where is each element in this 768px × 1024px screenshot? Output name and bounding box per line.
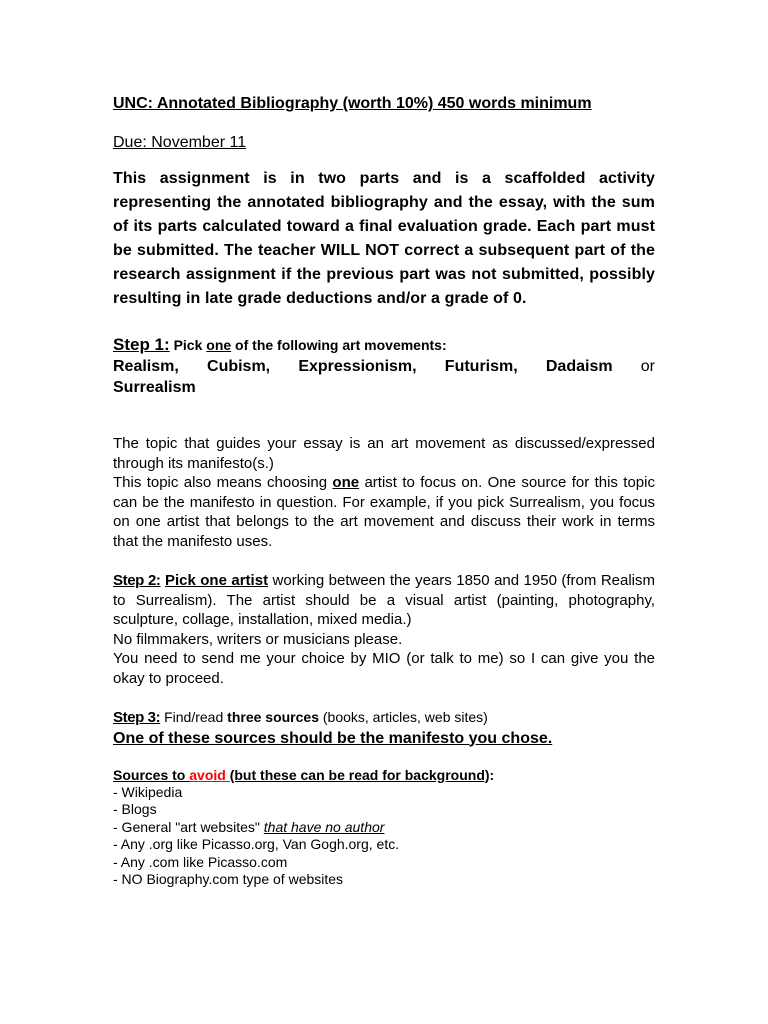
art-movements-list bbox=[113, 356, 655, 377]
intro-paragraph: This assignment is in two parts and is a scaffolded activity representing the annotated bibliography and the essay, with the sum of its parts calculated toward a final evaluation grade. Each part must be submitted. The teacher WILL NOT correct a subsequent part of the research assignment if the previous part was not submitted, possibly resulting in late grade deductions and/or a grade of 0. bbox=[113, 170, 655, 307]
step2-line3: You need to send me your choice by MIO (or talk to me) so I can give you the okay to proceed. bbox=[113, 650, 655, 687]
step3-heading bbox=[113, 708, 655, 728]
topic-p2-one: one bbox=[332, 474, 360, 491]
sources-heading bbox=[113, 766, 655, 784]
step3-pre: Find/read bbox=[160, 709, 228, 725]
step3-post: (books, articles, web sites) bbox=[318, 709, 488, 725]
step2-line2: No filmmakers, writers or musicians please. bbox=[113, 630, 403, 648]
general-pre: - General "art websites" bbox=[113, 818, 264, 835]
sources-avoid: avoid bbox=[189, 766, 230, 783]
movements-or: or bbox=[612, 358, 655, 375]
step2-label: Step 2: bbox=[113, 572, 161, 589]
document-title: UNC: Annotated Bibliography (worth 10%) 450 words minimum bbox=[113, 95, 592, 112]
document-body bbox=[113, 94, 655, 889]
topic-paragraph-1: The topic that guides your essay is an art movement as discussed/expressed through its manifesto(s.) bbox=[113, 435, 655, 472]
step1-post: of the following art movements: bbox=[231, 337, 447, 353]
movements-text: Realism, Cubism, Expressionism, Futurism, Dadaism bbox=[113, 358, 613, 375]
topic-paragraph-2 bbox=[113, 473, 655, 551]
step1-one: one bbox=[206, 337, 232, 353]
list-item: - Wikipedia bbox=[113, 783, 183, 800]
topic-p2-post: artist to focus on. One source for this topic can be the manifesto in question. For example, if you pick Surrealism, you focus on one artist that belongs to the art movement and discuss their work in terms that the manifesto uses. bbox=[113, 474, 655, 550]
due-date: Due: November 11 bbox=[113, 134, 247, 151]
list-item: - Any .com like Picasso.com bbox=[113, 853, 288, 870]
list-item: - Any .org like Picasso.org, Van Gogh.org, etc. bbox=[113, 836, 400, 852]
step3-bold: three sources bbox=[227, 709, 319, 725]
step2-pick-artist: Pick one artist bbox=[164, 572, 269, 589]
step1-pre: Pick bbox=[169, 337, 207, 353]
list-item: - NO Biography.com type of websites bbox=[113, 871, 344, 887]
step1-heading bbox=[113, 335, 655, 356]
sources-colon: : bbox=[489, 766, 495, 783]
step2-section bbox=[113, 571, 655, 688]
topic-section bbox=[113, 434, 655, 551]
list-item bbox=[113, 819, 655, 837]
step2-rest: working between the years 1850 and 1950 (from Realism to Surrealism). The artist should be a visual artist (painting, photography, sculpture, collage, installation, mixed media.) bbox=[113, 572, 655, 628]
sources-pre: Sources to bbox=[113, 766, 190, 783]
list-item: - Blogs bbox=[113, 801, 157, 817]
topic-p2-pre: This topic also means choosing bbox=[113, 474, 333, 491]
step2-paragraph bbox=[113, 571, 655, 630]
movement-surrealism: Surrealism bbox=[113, 379, 196, 396]
sources-post: (but these can be read for background) bbox=[229, 766, 490, 783]
step3-manifesto-note: One of these sources should be the manifesto you chose. bbox=[113, 729, 553, 747]
sources-avoid-list bbox=[113, 784, 655, 889]
step1-label: Step 1: bbox=[113, 335, 170, 354]
step3-label: Step 3: bbox=[113, 709, 161, 726]
general-em: that have no author bbox=[263, 818, 385, 835]
